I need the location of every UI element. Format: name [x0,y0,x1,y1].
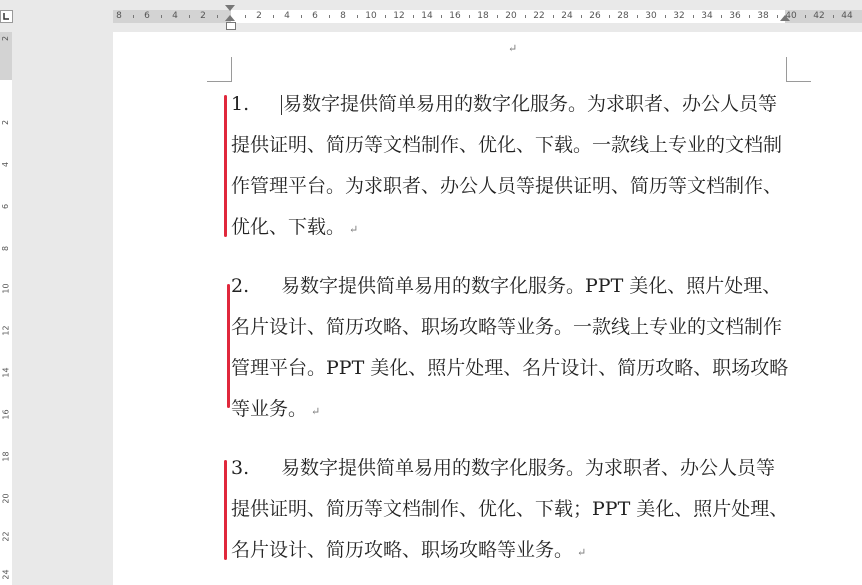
ruler-tick: 2 [256,11,262,21]
ruler-minor-tick [721,15,722,18]
ruler-tick: 22 [533,11,545,21]
ruler-tick: 20 [1,493,11,504]
ruler-tick: 8 [116,11,122,21]
ruler-minor-tick [805,15,806,18]
text-cursor [281,95,282,115]
ruler-minor-tick [637,15,638,18]
ruler-minor-tick [133,15,134,18]
ruler-tick: 22 [1,531,11,542]
paragraph-text[interactable]: 易数字提供简单易用的数字化服务。PPT 美化、照片处理、名片设计、简历攻略、职场攻略等业务。一款线上专业的文档制作管理平台。PPT 美化、照片处理、名片设计、简历攻略、职场攻略等业务。 [231,275,789,420]
right-indent-marker[interactable] [780,15,790,21]
ruler-tick: 44 [841,11,853,21]
ruler-tick: 24 [1,569,11,580]
list-paragraph[interactable] [231,448,791,573]
ruler-tick: 12 [393,11,405,21]
ruler-tick: 6 [144,11,150,21]
ruler-minor-tick [693,15,694,18]
ruler-minor-tick [777,15,778,18]
ruler-tick: 4 [1,161,11,168]
ruler-minor-tick [189,15,190,18]
paragraph-text[interactable]: 易数字提供简单易用的数字化服务。为求职者、办公人员等提供证明、简历等文档制作、优化、下载；PPT 美化、照片处理、名片设计、简历攻略、职场攻略等业务。 [231,457,789,561]
ruler-tick: 16 [1,409,11,420]
tab-selector-icon[interactable] [0,8,13,21]
ruler-tick: 12 [1,325,11,336]
ruler-tick: 36 [729,11,741,21]
ruler-minor-tick [497,15,498,18]
ruler-tick: 8 [340,11,346,21]
ruler-minor-tick [525,15,526,18]
ruler-minor-tick [217,15,218,18]
paragraph-mark: ↵ [311,405,321,418]
ruler-minor-tick [833,15,834,18]
list-paragraph[interactable] [231,84,791,250]
left-indent-marker[interactable] [226,22,236,30]
annotation-marker [224,95,227,237]
ruler-minor-tick [469,15,470,18]
ruler-minor-tick [301,15,302,18]
ruler-tick: 38 [757,11,769,21]
ruler-tick: 14 [421,11,433,21]
paragraph-mark: ↵ [349,223,359,236]
first-line-indent-marker[interactable] [225,5,235,11]
ruler-tick: 26 [589,11,601,21]
margin-corner-mark [786,57,811,82]
ruler-minor-tick [441,15,442,18]
hanging-indent-marker[interactable] [225,15,235,21]
margin-corner-mark [207,57,232,82]
ruler-minor-tick [609,15,610,18]
vertical-ruler[interactable] [0,32,12,585]
ruler-tick: 4 [172,11,178,21]
ruler-tick: 18 [477,11,489,21]
paragraph-mark: ↵ [577,546,587,559]
ruler-tick: 14 [1,367,11,378]
ruler-minor-tick [329,15,330,18]
ruler-tick: 4 [284,11,290,21]
ruler-tick: 16 [449,11,461,21]
annotation-marker [224,460,227,560]
ruler-minor-tick [385,15,386,18]
ruler-tick: 30 [645,11,657,21]
ruler-minor-tick [273,15,274,18]
ruler-tick: 34 [701,11,713,21]
ruler-tick: 6 [312,11,318,21]
ruler-minor-tick [749,15,750,18]
ruler-tick: 2 [1,35,11,42]
ruler-tick: 18 [1,451,11,462]
ruler-tick: 8 [1,245,11,252]
list-paragraph[interactable] [231,266,791,432]
ruler-tick: 24 [561,11,573,21]
ruler-minor-tick [665,15,666,18]
ruler-minor-tick [357,15,358,18]
paragraph-text[interactable]: 易数字提供简单易用的数字化服务。为求职者、办公人员等提供证明、简历等文档制作、优化、下载。一款线上专业的文档制作管理平台。为求职者、办公人员等提供证明、简历等文档制作、优化、下载。 [231,93,783,238]
ruler-minor-tick [161,15,162,18]
ruler-tick: 40 [785,11,797,21]
ruler-minor-tick [413,15,414,18]
document-page[interactable] [113,32,862,585]
ruler-tick: 2 [200,11,206,21]
ruler-tick: 10 [1,283,11,294]
horizontal-ruler[interactable] [0,0,862,32]
ruler-minor-tick [245,15,246,18]
ruler-minor-tick [581,15,582,18]
ruler-minor-tick [553,15,554,18]
list-number: 3. [231,457,250,479]
ruler-tick: 6 [1,203,11,210]
list-number: 2. [231,275,250,297]
ruler-tick: 32 [673,11,685,21]
ruler-tick: 28 [617,11,629,21]
ruler-tick: 20 [505,11,517,21]
ruler-tick: 2 [1,119,11,126]
list-number: 1. [231,93,250,115]
ruler-tick: 10 [365,11,377,21]
annotation-marker [227,284,230,408]
paragraph-mark: ↵ [508,42,518,55]
ruler-tick: 42 [813,11,825,21]
